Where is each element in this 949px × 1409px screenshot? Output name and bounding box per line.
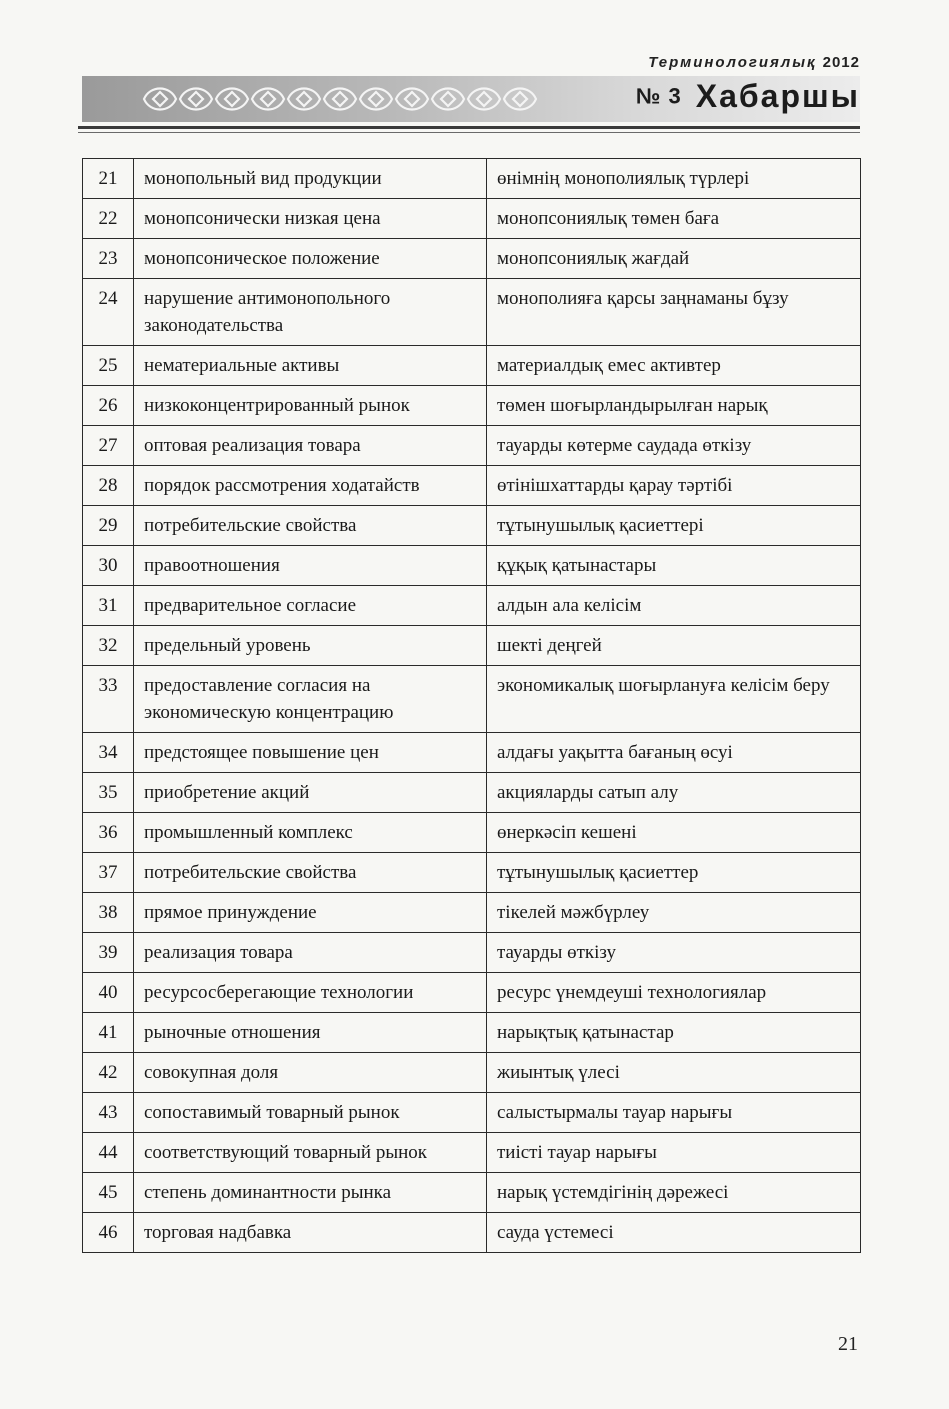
term-kazakh: нарықтық қатынастар bbox=[487, 1013, 861, 1053]
term-kazakh: тиісті тауар нарығы bbox=[487, 1133, 861, 1173]
term-russian: правоотношения bbox=[134, 546, 487, 586]
row-number: 45 bbox=[83, 1173, 134, 1213]
table-row bbox=[83, 239, 861, 279]
table-row bbox=[83, 546, 861, 586]
term-russian: монопсонически низкая цена bbox=[134, 199, 487, 239]
term-russian: нематериальные активы bbox=[134, 346, 487, 386]
table-row bbox=[83, 279, 861, 346]
term-kazakh: алдағы уақытта бағаның өсуі bbox=[487, 733, 861, 773]
table-row bbox=[83, 386, 861, 426]
term-kazakh: акцияларды сатып алу bbox=[487, 773, 861, 813]
table-row bbox=[83, 666, 861, 733]
row-number: 30 bbox=[83, 546, 134, 586]
header-rule bbox=[78, 126, 860, 129]
term-russian: предоставление согласия на экономическую концентрацию bbox=[134, 666, 487, 733]
row-number: 44 bbox=[83, 1133, 134, 1173]
term-russian: потребительские свойства bbox=[134, 506, 487, 546]
row-number: 36 bbox=[83, 813, 134, 853]
term-russian: степень доминантности рынка bbox=[134, 1173, 487, 1213]
term-kazakh: шекті деңгей bbox=[487, 626, 861, 666]
row-number: 34 bbox=[83, 733, 134, 773]
term-russian: монопсоническое положение bbox=[134, 239, 487, 279]
term-russian: ресурсосберегающие технологии bbox=[134, 973, 487, 1013]
term-russian: оптовая реализация товара bbox=[134, 426, 487, 466]
ornament-pattern bbox=[142, 82, 562, 116]
terminology-table bbox=[82, 158, 861, 1253]
page-number: 21 bbox=[838, 1333, 858, 1355]
journal-header bbox=[610, 54, 860, 71]
term-kazakh: өнеркәсіп кешені bbox=[487, 813, 861, 853]
journal-year: 2012 bbox=[822, 54, 860, 71]
row-number: 39 bbox=[83, 933, 134, 973]
table-row bbox=[83, 1013, 861, 1053]
term-russian: реализация товара bbox=[134, 933, 487, 973]
row-number: 43 bbox=[83, 1093, 134, 1133]
term-kazakh: монопсониялық жағдай bbox=[487, 239, 861, 279]
term-kazakh: тұтынушылық қасиеттер bbox=[487, 853, 861, 893]
term-kazakh: ресурс үнемдеуші технологиялар bbox=[487, 973, 861, 1013]
row-number: 28 bbox=[83, 466, 134, 506]
term-russian: промышленный комплекс bbox=[134, 813, 487, 853]
term-kazakh: сауда үстемесі bbox=[487, 1213, 861, 1253]
table-row bbox=[83, 733, 861, 773]
row-number: 35 bbox=[83, 773, 134, 813]
term-russian: порядок рассмотрения ходатайств bbox=[134, 466, 487, 506]
term-russian: потребительские свойства bbox=[134, 853, 487, 893]
row-number: 33 bbox=[83, 666, 134, 733]
table-row bbox=[83, 506, 861, 546]
table-row bbox=[83, 159, 861, 199]
term-russian: низкоконцентрированный рынок bbox=[134, 386, 487, 426]
term-kazakh: төмен шоғырландырылған нарық bbox=[487, 386, 861, 426]
term-russian: предельный уровень bbox=[134, 626, 487, 666]
table-row bbox=[83, 346, 861, 386]
term-kazakh: монопсониялық төмен баға bbox=[487, 199, 861, 239]
term-kazakh: өнімнің монополиялық түрлері bbox=[487, 159, 861, 199]
row-number: 31 bbox=[83, 586, 134, 626]
table-row bbox=[83, 893, 861, 933]
row-number: 40 bbox=[83, 973, 134, 1013]
term-russian: совокупная доля bbox=[134, 1053, 487, 1093]
term-kazakh: монополияға қарсы заңнаманы бұзу bbox=[487, 279, 861, 346]
term-russian: монопольный вид продукции bbox=[134, 159, 487, 199]
row-number: 23 bbox=[83, 239, 134, 279]
row-number: 42 bbox=[83, 1053, 134, 1093]
table-row bbox=[83, 933, 861, 973]
row-number: 38 bbox=[83, 893, 134, 933]
table-row bbox=[83, 426, 861, 466]
table-row bbox=[83, 813, 861, 853]
issue-number: № 3 bbox=[635, 83, 682, 109]
term-russian: соответствующий товарный рынок bbox=[134, 1133, 487, 1173]
table-row bbox=[83, 466, 861, 506]
term-kazakh: өтінішхаттарды қарау тәртібі bbox=[487, 466, 861, 506]
table-row bbox=[83, 853, 861, 893]
term-kazakh: салыстырмалы тауар нарығы bbox=[487, 1093, 861, 1133]
term-russian: нарушение антимонопольного законодательства bbox=[134, 279, 487, 346]
term-kazakh: жиынтық үлесі bbox=[487, 1053, 861, 1093]
term-kazakh: экономикалық шоғырлануға келісім беру bbox=[487, 666, 861, 733]
row-number: 27 bbox=[83, 426, 134, 466]
table-row bbox=[83, 1133, 861, 1173]
term-kazakh: тұтынушылық қасиеттері bbox=[487, 506, 861, 546]
row-number: 25 bbox=[83, 346, 134, 386]
header-banner bbox=[82, 76, 860, 122]
row-number: 29 bbox=[83, 506, 134, 546]
header-rule-thin bbox=[78, 132, 860, 133]
table-row bbox=[83, 1053, 861, 1093]
table-row bbox=[83, 1213, 861, 1253]
table-row bbox=[83, 199, 861, 239]
term-russian: сопоставимый товарный рынок bbox=[134, 1093, 487, 1133]
journal-title: Хабаршы bbox=[695, 78, 860, 114]
term-kazakh: тауарды өткізу bbox=[487, 933, 861, 973]
term-kazakh: тікелей мәжбүрлеу bbox=[487, 893, 861, 933]
row-number: 32 bbox=[83, 626, 134, 666]
table-row bbox=[83, 586, 861, 626]
row-number: 41 bbox=[83, 1013, 134, 1053]
issue-title bbox=[636, 78, 860, 115]
row-number: 26 bbox=[83, 386, 134, 426]
row-number: 46 bbox=[83, 1213, 134, 1253]
row-number: 24 bbox=[83, 279, 134, 346]
table-row bbox=[83, 973, 861, 1013]
journal-name: Терминологиялық bbox=[648, 54, 817, 71]
table-row bbox=[83, 773, 861, 813]
term-kazakh: алдын ала келісім bbox=[487, 586, 861, 626]
term-kazakh: нарық үстемдігінің дәрежесі bbox=[487, 1173, 861, 1213]
term-russian: приобретение акций bbox=[134, 773, 487, 813]
term-kazakh: құқық қатынастары bbox=[487, 546, 861, 586]
term-russian: предварительное согласие bbox=[134, 586, 487, 626]
term-russian: торговая надбавка bbox=[134, 1213, 487, 1253]
table-row bbox=[83, 1173, 861, 1213]
term-russian: рыночные отношения bbox=[134, 1013, 487, 1053]
term-kazakh: тауарды көтерме саудада өткізу bbox=[487, 426, 861, 466]
term-russian: предстоящее повышение цен bbox=[134, 733, 487, 773]
row-number: 22 bbox=[83, 199, 134, 239]
term-kazakh: материалдық емес активтер bbox=[487, 346, 861, 386]
term-russian: прямое принуждение bbox=[134, 893, 487, 933]
row-number: 37 bbox=[83, 853, 134, 893]
table-row bbox=[83, 626, 861, 666]
table-row bbox=[83, 1093, 861, 1133]
row-number: 21 bbox=[83, 159, 134, 199]
